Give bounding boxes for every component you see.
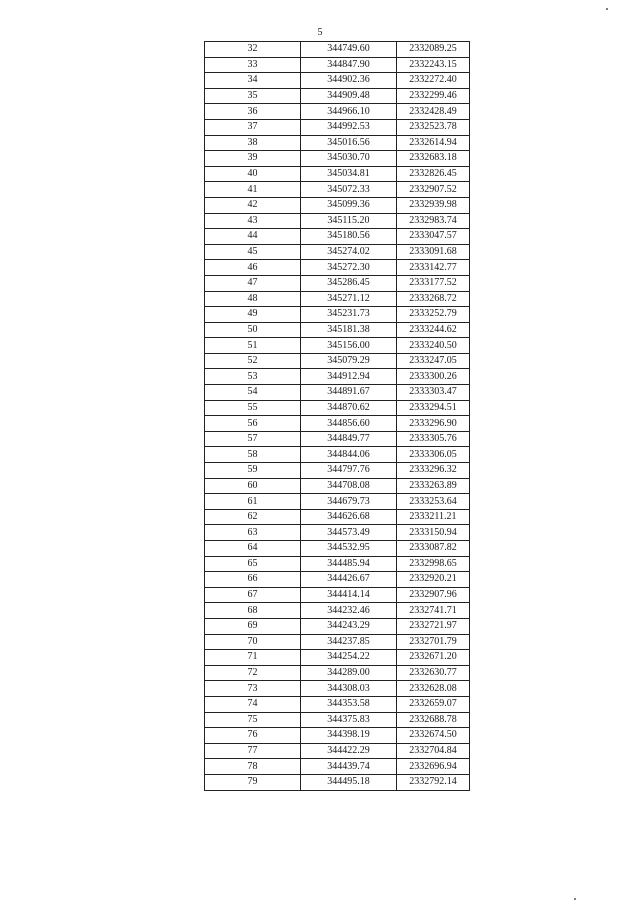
table-row <box>205 88 470 104</box>
table-row <box>205 743 470 759</box>
y-coordinate-cell: 2332243.15 <box>397 57 470 73</box>
x-coordinate-cell: 345181.38 <box>301 322 397 338</box>
point-number-cell: 43 <box>205 213 301 229</box>
y-coordinate-cell: 2332704.84 <box>397 743 470 759</box>
table-row <box>205 696 470 712</box>
x-coordinate-cell: 344573.49 <box>301 525 397 541</box>
y-coordinate-cell: 2333296.90 <box>397 416 470 432</box>
table-row <box>205 541 470 557</box>
y-coordinate-cell: 2332628.08 <box>397 681 470 697</box>
y-coordinate-cell: 2332614.94 <box>397 135 470 151</box>
y-coordinate-cell: 2332688.78 <box>397 712 470 728</box>
y-coordinate-cell: 2333047.57 <box>397 229 470 245</box>
point-number-cell: 54 <box>205 385 301 401</box>
point-number-cell: 53 <box>205 369 301 385</box>
table-row <box>205 307 470 323</box>
table-row <box>205 556 470 572</box>
table-row <box>205 447 470 463</box>
table-row <box>205 197 470 213</box>
point-number-cell: 76 <box>205 728 301 744</box>
point-number-cell: 66 <box>205 572 301 588</box>
x-coordinate-cell: 345072.33 <box>301 182 397 198</box>
y-coordinate-cell: 2333252.79 <box>397 307 470 323</box>
table-row <box>205 463 470 479</box>
point-number-cell: 68 <box>205 603 301 619</box>
point-number-cell: 46 <box>205 260 301 276</box>
y-coordinate-cell: 2333177.52 <box>397 275 470 291</box>
table-row <box>205 416 470 432</box>
point-number-cell: 74 <box>205 696 301 712</box>
point-number-cell: 61 <box>205 494 301 510</box>
point-number-cell: 64 <box>205 541 301 557</box>
table-row <box>205 603 470 619</box>
x-coordinate-cell: 344856.60 <box>301 416 397 432</box>
point-number-cell: 41 <box>205 182 301 198</box>
y-coordinate-cell: 2332671.20 <box>397 650 470 666</box>
table-row <box>205 291 470 307</box>
y-coordinate-cell: 2332523.78 <box>397 119 470 135</box>
point-number-cell: 48 <box>205 291 301 307</box>
point-number-cell: 63 <box>205 525 301 541</box>
y-coordinate-cell: 2333244.62 <box>397 322 470 338</box>
table-row <box>205 728 470 744</box>
x-coordinate-cell: 345271.12 <box>301 291 397 307</box>
x-coordinate-cell: 345231.73 <box>301 307 397 323</box>
y-coordinate-cell: 2332998.65 <box>397 556 470 572</box>
y-coordinate-cell: 2333263.89 <box>397 478 470 494</box>
y-coordinate-cell: 2333150.94 <box>397 525 470 541</box>
x-coordinate-cell: 344909.48 <box>301 88 397 104</box>
y-coordinate-cell: 2333240.50 <box>397 338 470 354</box>
y-coordinate-cell: 2332683.18 <box>397 151 470 167</box>
table-row <box>205 587 470 603</box>
x-coordinate-cell: 344308.03 <box>301 681 397 697</box>
page-number: 5 <box>317 27 323 38</box>
point-number-cell: 72 <box>205 665 301 681</box>
x-coordinate-cell: 344797.76 <box>301 463 397 479</box>
coordinates-table <box>204 41 470 791</box>
point-number-cell: 79 <box>205 774 301 790</box>
x-coordinate-cell: 344375.83 <box>301 712 397 728</box>
point-number-cell: 36 <box>205 104 301 120</box>
table-row <box>205 385 470 401</box>
table-row <box>205 166 470 182</box>
x-coordinate-cell: 344679.73 <box>301 494 397 510</box>
table-row <box>205 104 470 120</box>
point-number-cell: 50 <box>205 322 301 338</box>
y-coordinate-cell: 2332089.25 <box>397 42 470 58</box>
table-row <box>205 681 470 697</box>
point-number-cell: 65 <box>205 556 301 572</box>
point-number-cell: 32 <box>205 42 301 58</box>
x-coordinate-cell: 344912.94 <box>301 369 397 385</box>
y-coordinate-cell: 2332674.50 <box>397 728 470 744</box>
table-row <box>205 135 470 151</box>
point-number-cell: 37 <box>205 119 301 135</box>
point-number-cell: 39 <box>205 151 301 167</box>
table-row <box>205 634 470 650</box>
y-coordinate-cell: 2332696.94 <box>397 759 470 775</box>
y-coordinate-cell: 2332939.98 <box>397 197 470 213</box>
point-number-cell: 52 <box>205 353 301 369</box>
point-number-cell: 78 <box>205 759 301 775</box>
y-coordinate-cell: 2332741.71 <box>397 603 470 619</box>
coordinates-table-body <box>205 42 470 791</box>
table-row <box>205 275 470 291</box>
x-coordinate-cell: 345099.36 <box>301 197 397 213</box>
point-number-cell: 60 <box>205 478 301 494</box>
table-row <box>205 478 470 494</box>
y-coordinate-cell: 2332428.49 <box>397 104 470 120</box>
table-row <box>205 260 470 276</box>
x-coordinate-cell: 345274.02 <box>301 244 397 260</box>
y-coordinate-cell: 2333247.05 <box>397 353 470 369</box>
x-coordinate-cell: 344414.14 <box>301 587 397 603</box>
y-coordinate-cell: 2333142.77 <box>397 260 470 276</box>
x-coordinate-cell: 344232.46 <box>301 603 397 619</box>
y-coordinate-cell: 2332299.46 <box>397 88 470 104</box>
y-coordinate-cell: 2332272.40 <box>397 73 470 89</box>
y-coordinate-cell: 2333305.76 <box>397 431 470 447</box>
table-row <box>205 229 470 245</box>
x-coordinate-cell: 345034.81 <box>301 166 397 182</box>
table-row <box>205 400 470 416</box>
x-coordinate-cell: 345030.70 <box>301 151 397 167</box>
table-row <box>205 244 470 260</box>
table-row <box>205 57 470 73</box>
x-coordinate-cell: 344708.08 <box>301 478 397 494</box>
x-coordinate-cell: 344237.85 <box>301 634 397 650</box>
scan-speck <box>574 898 576 900</box>
y-coordinate-cell: 2332630.77 <box>397 665 470 681</box>
x-coordinate-cell: 344398.19 <box>301 728 397 744</box>
table-row <box>205 151 470 167</box>
table-row <box>205 338 470 354</box>
table-row <box>205 759 470 775</box>
point-number-cell: 59 <box>205 463 301 479</box>
table-row <box>205 213 470 229</box>
point-number-cell: 35 <box>205 88 301 104</box>
x-coordinate-cell: 344847.90 <box>301 57 397 73</box>
x-coordinate-cell: 344849.77 <box>301 431 397 447</box>
point-number-cell: 40 <box>205 166 301 182</box>
x-coordinate-cell: 344439.74 <box>301 759 397 775</box>
table-row <box>205 774 470 790</box>
point-number-cell: 56 <box>205 416 301 432</box>
table-row <box>205 119 470 135</box>
table-row <box>205 431 470 447</box>
x-coordinate-cell: 345180.56 <box>301 229 397 245</box>
x-coordinate-cell: 344422.29 <box>301 743 397 759</box>
y-coordinate-cell: 2332792.14 <box>397 774 470 790</box>
y-coordinate-cell: 2333296.32 <box>397 463 470 479</box>
table-row <box>205 353 470 369</box>
x-coordinate-cell: 344844.06 <box>301 447 397 463</box>
y-coordinate-cell: 2332983.74 <box>397 213 470 229</box>
x-coordinate-cell: 344254.22 <box>301 650 397 666</box>
scan-speck <box>606 8 608 10</box>
y-coordinate-cell: 2333300.26 <box>397 369 470 385</box>
x-coordinate-cell: 344749.60 <box>301 42 397 58</box>
x-coordinate-cell: 345115.20 <box>301 213 397 229</box>
point-number-cell: 44 <box>205 229 301 245</box>
x-coordinate-cell: 344353.58 <box>301 696 397 712</box>
point-number-cell: 49 <box>205 307 301 323</box>
x-coordinate-cell: 345272.30 <box>301 260 397 276</box>
point-number-cell: 69 <box>205 618 301 634</box>
table-row <box>205 525 470 541</box>
y-coordinate-cell: 2332907.96 <box>397 587 470 603</box>
y-coordinate-cell: 2332920.21 <box>397 572 470 588</box>
y-coordinate-cell: 2332721.97 <box>397 618 470 634</box>
table-row <box>205 650 470 666</box>
x-coordinate-cell: 344992.53 <box>301 119 397 135</box>
table-row <box>205 509 470 525</box>
y-coordinate-cell: 2332659.07 <box>397 696 470 712</box>
x-coordinate-cell: 345156.00 <box>301 338 397 354</box>
point-number-cell: 75 <box>205 712 301 728</box>
table-row <box>205 42 470 58</box>
point-number-cell: 73 <box>205 681 301 697</box>
x-coordinate-cell: 344870.62 <box>301 400 397 416</box>
y-coordinate-cell: 2332826.45 <box>397 166 470 182</box>
y-coordinate-cell: 2333091.68 <box>397 244 470 260</box>
x-coordinate-cell: 344243.29 <box>301 618 397 634</box>
x-coordinate-cell: 345079.29 <box>301 353 397 369</box>
point-number-cell: 42 <box>205 197 301 213</box>
table-row <box>205 572 470 588</box>
table-row <box>205 182 470 198</box>
point-number-cell: 77 <box>205 743 301 759</box>
x-coordinate-cell: 345286.45 <box>301 275 397 291</box>
point-number-cell: 58 <box>205 447 301 463</box>
point-number-cell: 51 <box>205 338 301 354</box>
y-coordinate-cell: 2333268.72 <box>397 291 470 307</box>
y-coordinate-cell: 2332701.79 <box>397 634 470 650</box>
table-row <box>205 73 470 89</box>
table-row <box>205 322 470 338</box>
point-number-cell: 67 <box>205 587 301 603</box>
x-coordinate-cell: 344485.94 <box>301 556 397 572</box>
point-number-cell: 70 <box>205 634 301 650</box>
y-coordinate-cell: 2333211.21 <box>397 509 470 525</box>
x-coordinate-cell: 344426.67 <box>301 572 397 588</box>
point-number-cell: 57 <box>205 431 301 447</box>
point-number-cell: 45 <box>205 244 301 260</box>
x-coordinate-cell: 344902.36 <box>301 73 397 89</box>
x-coordinate-cell: 345016.56 <box>301 135 397 151</box>
y-coordinate-cell: 2332907.52 <box>397 182 470 198</box>
table-row <box>205 494 470 510</box>
x-coordinate-cell: 344532.95 <box>301 541 397 557</box>
point-number-cell: 55 <box>205 400 301 416</box>
x-coordinate-cell: 344891.67 <box>301 385 397 401</box>
point-number-cell: 38 <box>205 135 301 151</box>
point-number-cell: 34 <box>205 73 301 89</box>
x-coordinate-cell: 344495.18 <box>301 774 397 790</box>
y-coordinate-cell: 2333087.82 <box>397 541 470 557</box>
y-coordinate-cell: 2333306.05 <box>397 447 470 463</box>
point-number-cell: 62 <box>205 509 301 525</box>
y-coordinate-cell: 2333303.47 <box>397 385 470 401</box>
table-row <box>205 665 470 681</box>
table-row <box>205 369 470 385</box>
point-number-cell: 33 <box>205 57 301 73</box>
x-coordinate-cell: 344626.68 <box>301 509 397 525</box>
table-row <box>205 618 470 634</box>
x-coordinate-cell: 344966.10 <box>301 104 397 120</box>
table-row <box>205 712 470 728</box>
point-number-cell: 47 <box>205 275 301 291</box>
y-coordinate-cell: 2333253.64 <box>397 494 470 510</box>
point-number-cell: 71 <box>205 650 301 666</box>
y-coordinate-cell: 2333294.51 <box>397 400 470 416</box>
x-coordinate-cell: 344289.00 <box>301 665 397 681</box>
